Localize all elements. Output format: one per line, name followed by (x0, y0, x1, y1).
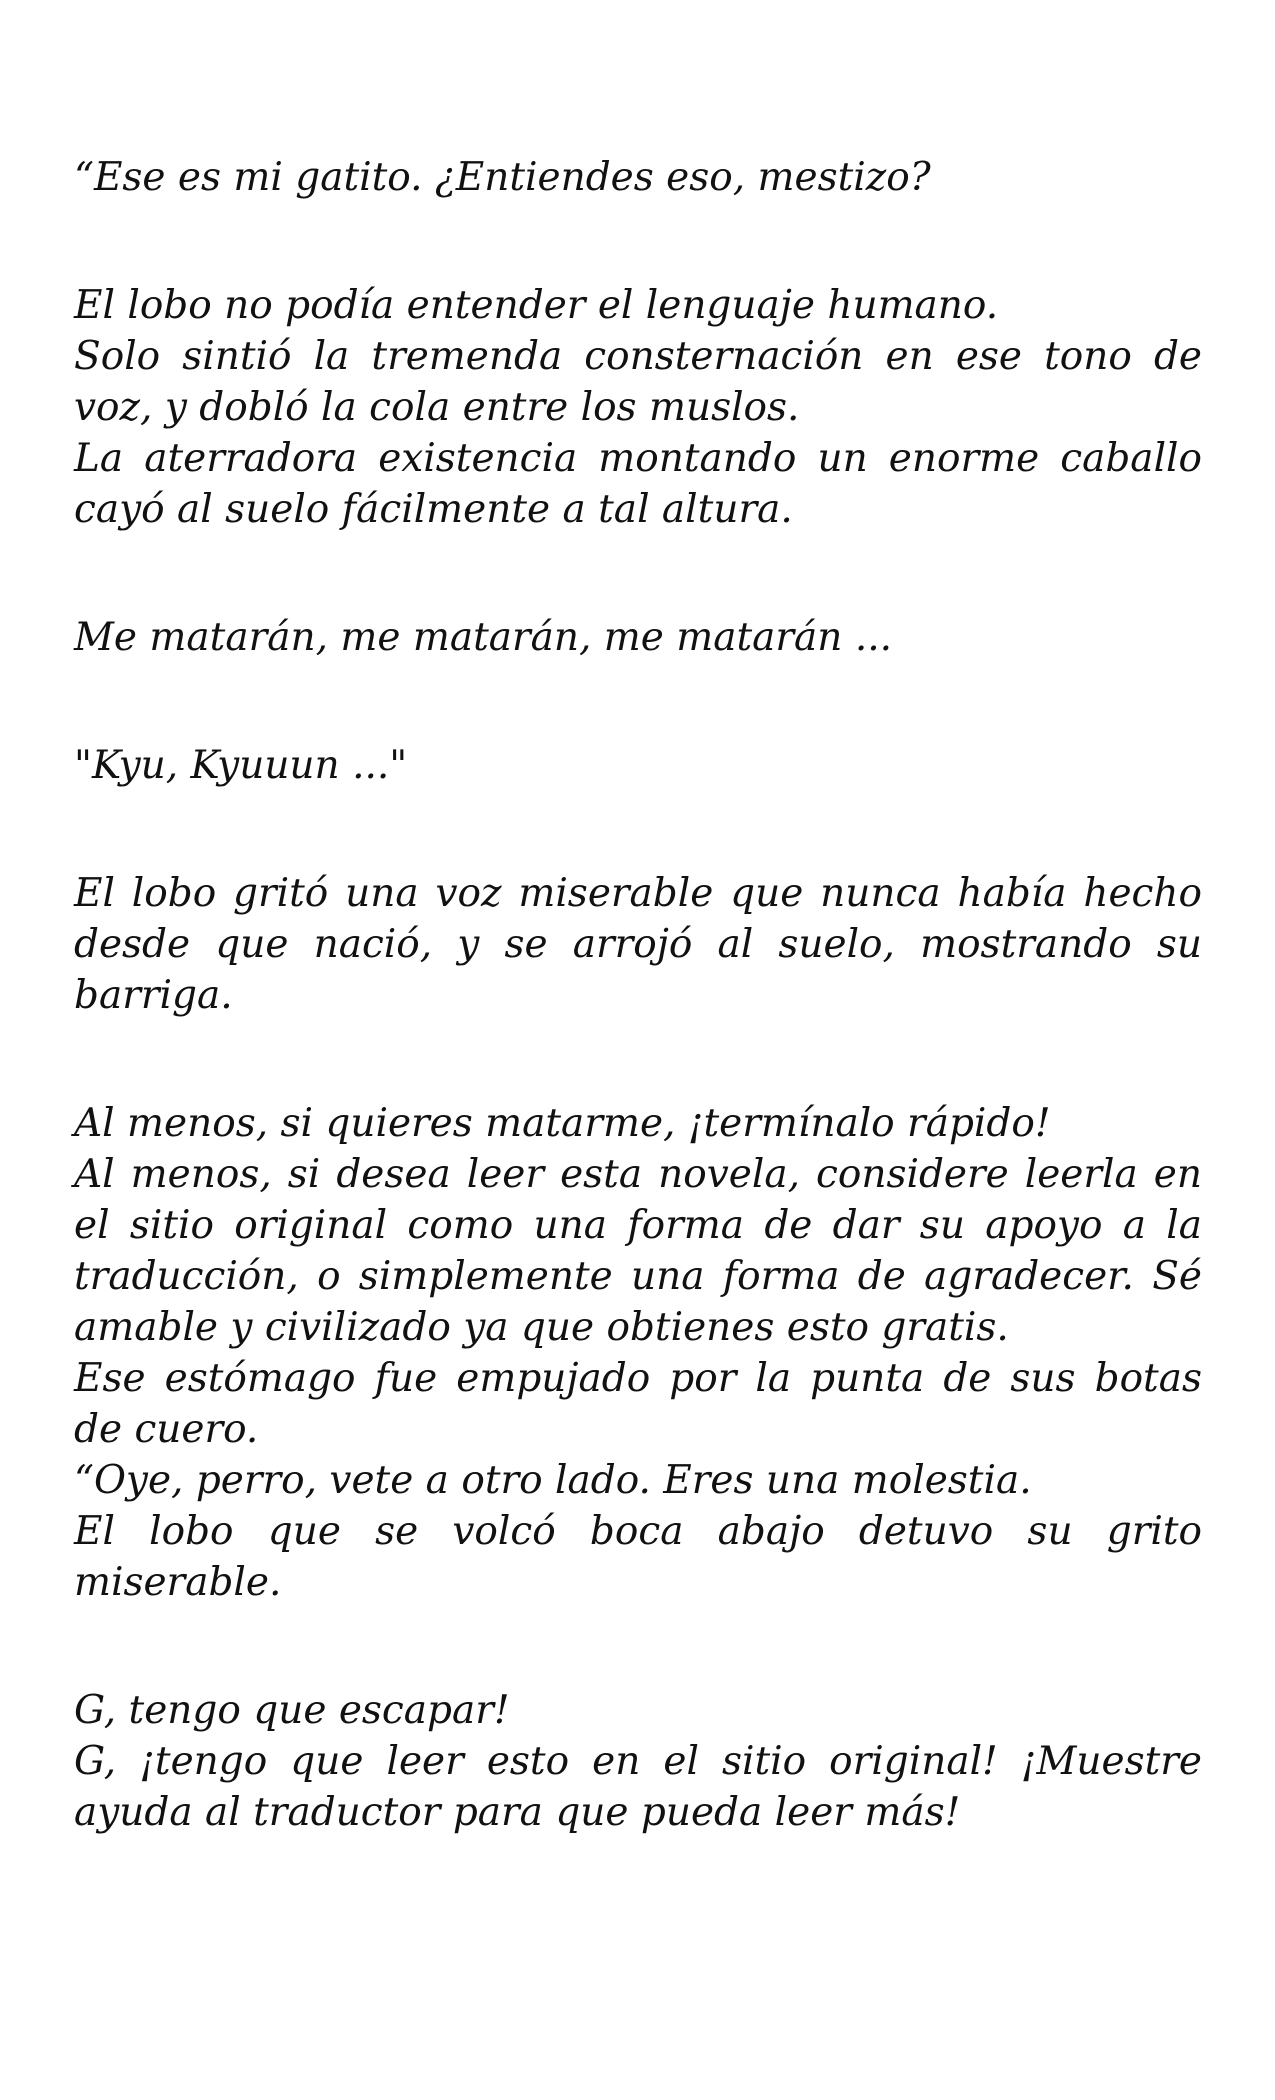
text-line: La aterradora existencia montando un enorme caballo cayó al suelo fácilmente a tal altura. (74, 436, 1202, 532)
text-line: Al menos, si quieres matarme, ¡termínalo rápido! (74, 1101, 1051, 1146)
text-line: Al menos, si desea leer esta novela, considere leerla en el sitio original como una forma de dar su apoyo a la traducción, o simplemente una forma de agradecer. Sé amable y civilizado ya que obtienes esto gratis. (74, 1152, 1202, 1350)
text-line: Solo sintió la tremenda consternación en ese tono de voz, y dobló la cola entre los muslos. (74, 334, 1202, 430)
text-line: Ese estómago fue empujado por la punta de sus botas de cuero. (74, 1356, 1202, 1452)
paragraph-4 (74, 740, 1202, 791)
paragraph-2 (74, 280, 1202, 535)
text-line: G, tengo que escapar! (74, 1688, 510, 1733)
text-line: Me matarán, me matarán, me matarán ... (74, 615, 893, 660)
text-line: "Kyu, Kyuuun ..." (74, 743, 408, 788)
text-line: El lobo gritó una voz miserable que nunca había hecho desde que nació, y se arrojó al suelo, mostrando su barriga. (74, 871, 1202, 1018)
text-line: El lobo que se volcó boca abajo detuvo su grito miserable. (74, 1509, 1202, 1605)
paragraph-7 (74, 1685, 1202, 1838)
paragraph-3 (74, 612, 1202, 663)
paragraph-6 (74, 1098, 1202, 1608)
text-line: G, ¡tengo que leer esto en el sitio original! ¡Muestre ayuda al traductor para que pueda leer más! (74, 1739, 1202, 1835)
document-page (74, 152, 1202, 1915)
text-line: “Oye, perro, vete a otro lado. Eres una molestia. (74, 1458, 1032, 1503)
paragraph-5 (74, 868, 1202, 1021)
text-line: El lobo no podía entender el lenguaje humano. (74, 283, 999, 328)
paragraph-1 (74, 152, 1202, 203)
text-line: “Ese es mi gatito. ¿Entiendes eso, mestizo? (74, 155, 931, 200)
